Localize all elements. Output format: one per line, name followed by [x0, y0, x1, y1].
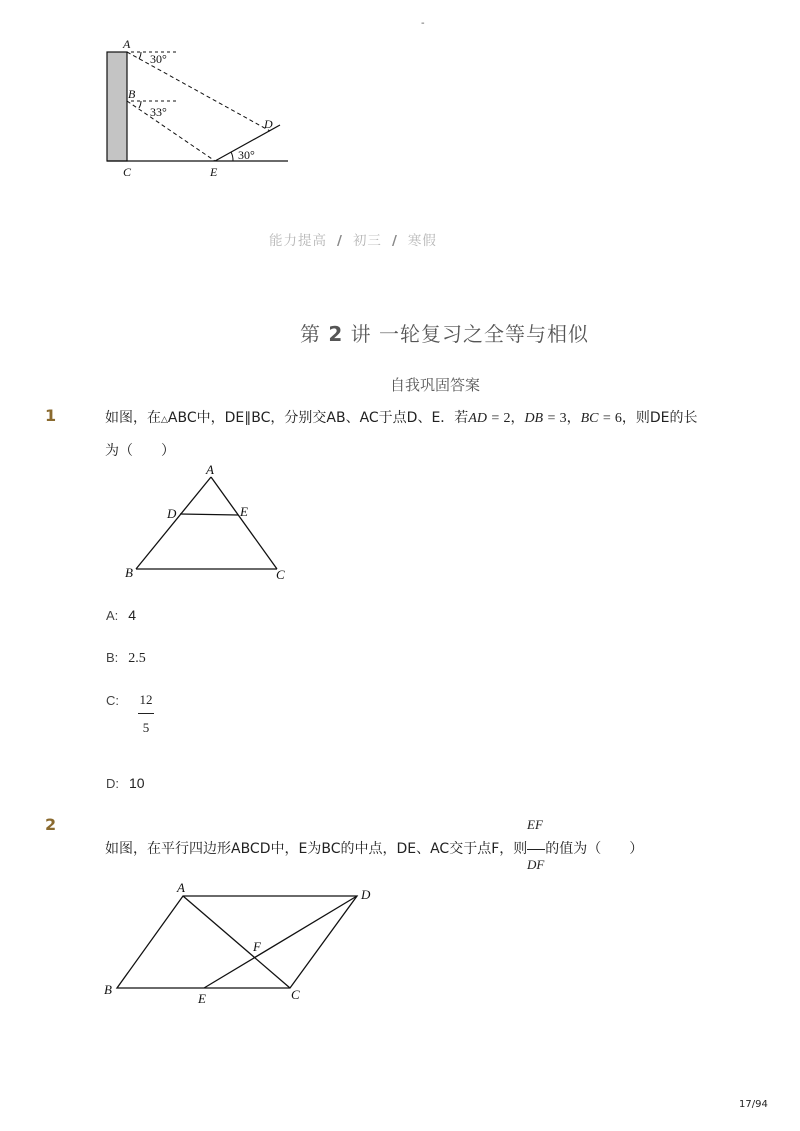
angle-b-label: 33°	[150, 105, 167, 119]
q1-db: DB	[524, 411, 544, 426]
figure-parallelogram-abcd	[100, 875, 390, 1005]
label-f: F	[253, 939, 261, 954]
side-ab	[136, 477, 211, 569]
section-title: 自我巩固答案	[390, 376, 481, 394]
label-e: E	[240, 504, 248, 519]
q1-text-a: 如图，在	[105, 410, 161, 426]
option-c-fraction	[138, 692, 154, 736]
figure-wall-angles	[100, 35, 300, 185]
label-b: B	[125, 565, 133, 580]
q1-db-val: 3	[559, 411, 567, 426]
label-c: C	[276, 567, 285, 582]
breadcrumb	[269, 229, 437, 249]
question-1-text: 如图，在△ABC中，DE∥BC，分别交AB、AC于点D、E．若AD = 2，DB = 3，BC = 6，则DE的长	[105, 410, 698, 426]
fraction-bar	[138, 713, 154, 714]
label-e: E	[210, 165, 218, 179]
option-d-value: 10	[129, 775, 145, 791]
breadcrumb-sep: /	[337, 233, 343, 249]
q2-text-a: 如图，在平行四边形ABCD中，E为BC的中点，DE、AC交于点F，则	[105, 841, 528, 857]
option-d-label: D:	[106, 776, 119, 791]
page-title	[300, 318, 589, 347]
lecture-number: 2	[328, 322, 344, 346]
q1-text-b: ABC中，DE∥BC，分别交AB、AC于点D、E．若	[167, 410, 469, 426]
q1-text-c: ，则DE的长	[621, 410, 698, 426]
q1-bc-val: 6	[614, 411, 622, 426]
segment-de	[204, 896, 357, 988]
page-number: 17/94	[739, 1099, 768, 1110]
label-a: A	[206, 462, 214, 477]
ray-a-d	[127, 52, 270, 131]
question-2-number: 2	[45, 815, 57, 834]
segment-de	[180, 514, 238, 515]
top-mark: -	[421, 18, 425, 29]
breadcrumb-sep: /	[391, 233, 398, 249]
q1-ad-val: 2	[503, 411, 511, 426]
side-ac	[211, 477, 277, 569]
fraction-denominator: 5	[142, 720, 150, 735]
question-1-number: 1	[45, 406, 57, 425]
ray-b-e	[127, 101, 215, 161]
q1-math-db: DB = 3	[524, 411, 567, 426]
option-b-value: 2.5	[128, 651, 146, 666]
label-c: C	[291, 987, 300, 1002]
arc-b	[139, 101, 141, 108]
question-1-text-line2: 为（ ）	[105, 443, 175, 459]
label-a: A	[123, 37, 131, 51]
option-c-label: C:	[106, 693, 119, 708]
label-b: B	[104, 982, 112, 997]
option-a-value: 4	[128, 607, 137, 623]
diagonal-ac	[183, 896, 290, 988]
label-d: D	[264, 117, 273, 131]
angle-e-label: 30°	[238, 148, 255, 162]
breadcrumb-part1: 能力提高	[269, 233, 327, 249]
figure-triangle-abc	[120, 460, 300, 585]
label-c: C	[123, 165, 132, 179]
breadcrumb-part2: 初三	[352, 233, 382, 249]
triangle-symbol: △	[161, 415, 168, 425]
breadcrumb-part3: 寒假	[407, 233, 437, 249]
q2-fraction-bar	[527, 849, 545, 850]
label-d: D	[361, 887, 371, 902]
wall-rect	[107, 52, 127, 161]
lecture-prefix: 第	[300, 322, 321, 346]
label-b: B	[128, 87, 136, 101]
option-c[interactable]	[106, 693, 119, 709]
option-d[interactable]	[106, 775, 145, 792]
q1-ad: AD	[468, 411, 487, 426]
label-a: A	[177, 880, 185, 895]
option-a[interactable]	[106, 607, 136, 624]
q1-math-bc: BC = 6	[580, 411, 622, 426]
label-d: D	[167, 506, 177, 521]
option-a-label: A:	[106, 608, 119, 623]
angle-a-label: 30°	[150, 52, 167, 66]
option-b-label: B:	[106, 650, 119, 665]
arc-a	[139, 52, 141, 59]
lecture-title-text: 讲 一轮复习之全等与相似	[350, 322, 589, 346]
question-2-text	[105, 838, 643, 858]
q1-bc: BC	[580, 411, 599, 426]
q2-text-b: 的值为（ ）	[545, 841, 644, 857]
q1-math-ad: AD = 2	[468, 411, 511, 426]
option-b[interactable]	[106, 650, 146, 667]
q2-fraction-numerator: EF	[527, 817, 543, 832]
label-e: E	[198, 991, 206, 1006]
q2-fraction-denominator: DF	[527, 857, 545, 872]
arc-e	[231, 152, 233, 161]
fraction-numerator: 12	[139, 692, 153, 707]
